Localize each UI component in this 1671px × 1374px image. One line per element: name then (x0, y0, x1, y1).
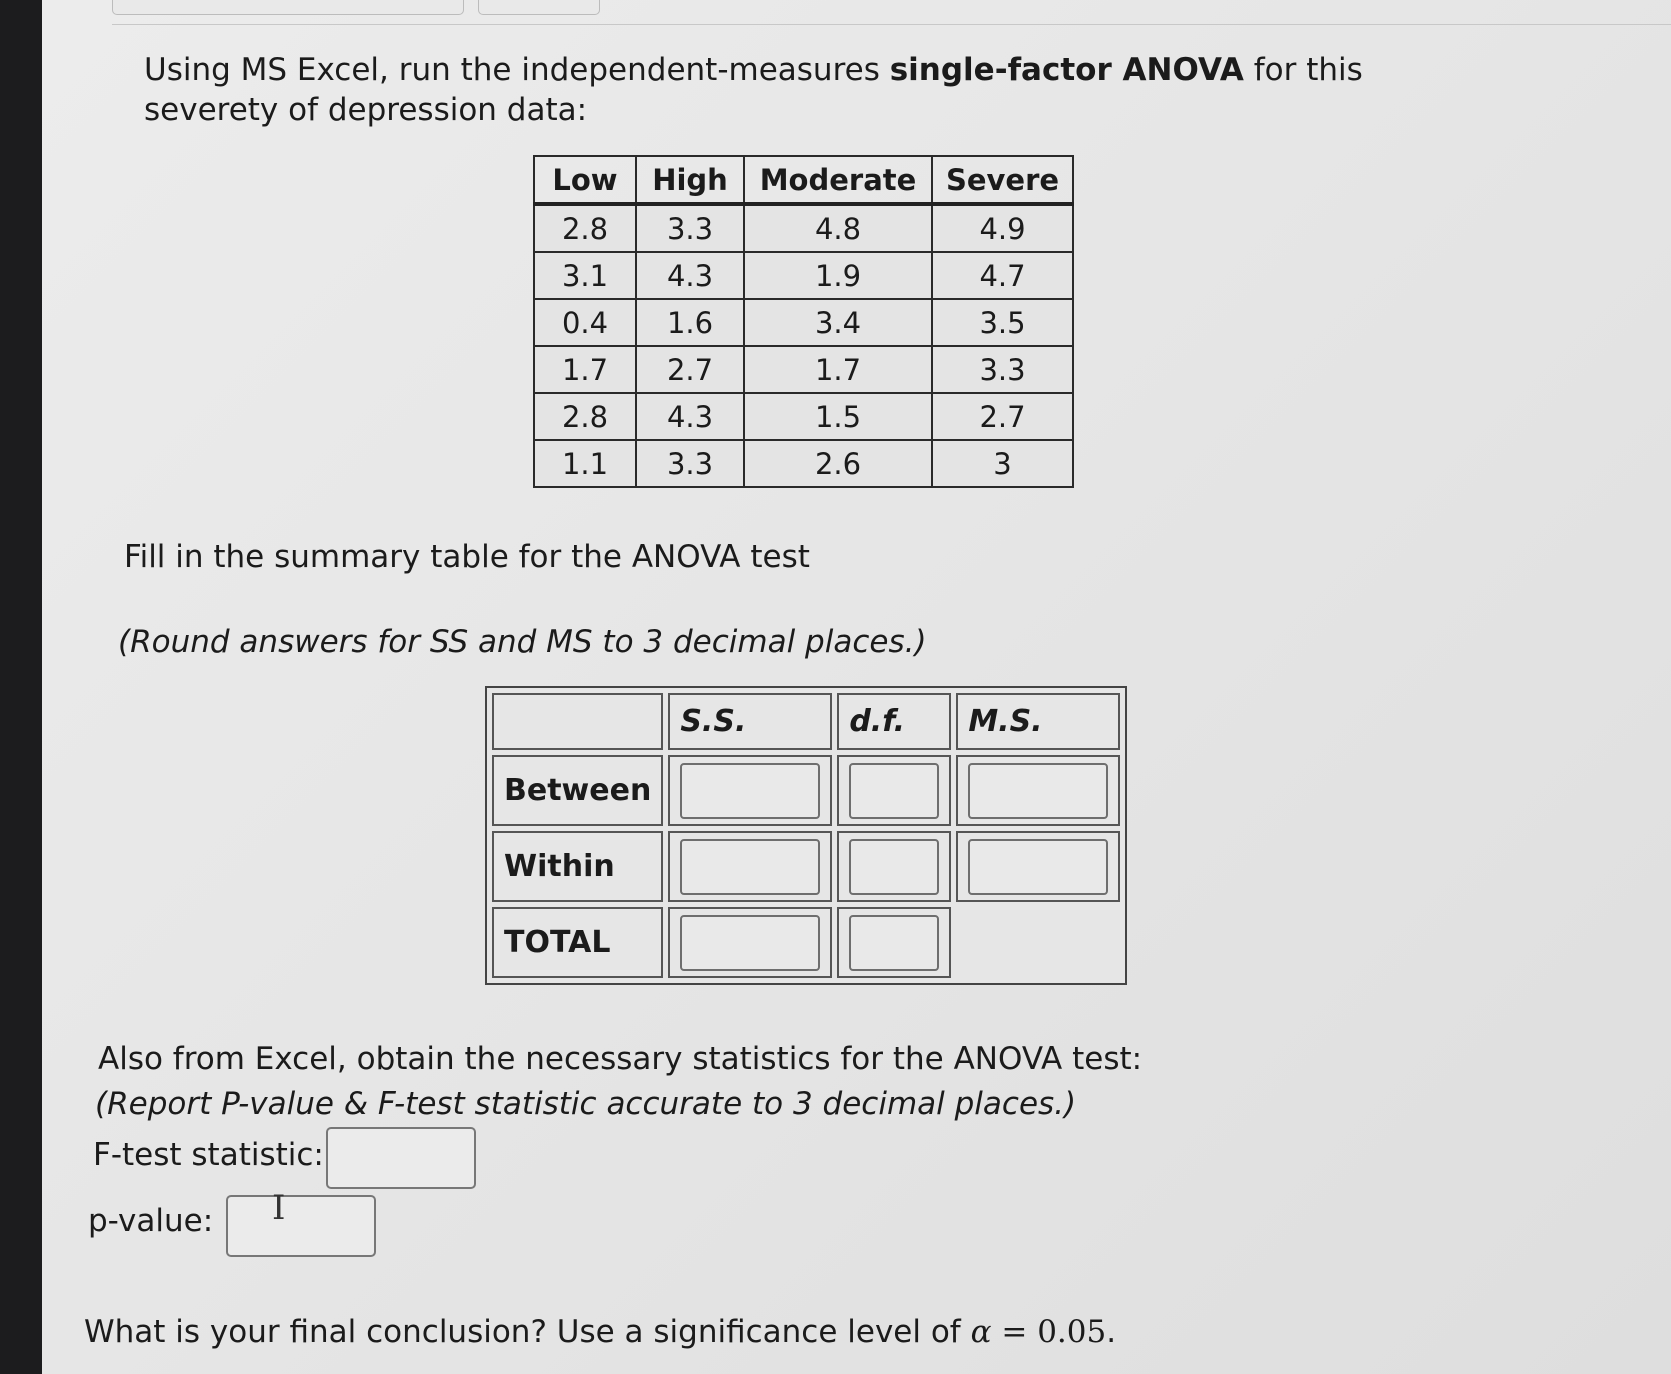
cell: 3.1 (534, 252, 636, 299)
alpha-value: 0.05 (1037, 1314, 1107, 1350)
tab-2[interactable] (478, 0, 600, 15)
cell: 1.6 (636, 299, 744, 346)
conclusion-period: . (1106, 1314, 1117, 1350)
cell: 3.4 (744, 299, 932, 346)
intro-text: Using MS Excel, run the independent-measures (144, 52, 890, 88)
summary-instruction: Fill in the summary table for the ANOVA test (124, 539, 810, 575)
f-statistic-label: F-test statistic: (93, 1137, 324, 1173)
report-note: (Report P-value & F-test statistic accurate to 3 decimal places.) (95, 1086, 1077, 1122)
cell: 4.3 (636, 252, 744, 299)
table-row (534, 299, 1073, 346)
alpha-symbol: α (970, 1314, 992, 1350)
total-ss-cell (668, 907, 832, 978)
table-row (534, 440, 1073, 487)
within-ss-cell (668, 831, 832, 902)
col-high-header: High (636, 156, 744, 204)
depression-data-table (533, 155, 1074, 488)
table-row (534, 393, 1073, 440)
cell: 4.8 (744, 204, 932, 252)
within-ms-cell (956, 831, 1120, 902)
cell: 1.7 (534, 346, 636, 393)
between-ms-cell (956, 755, 1120, 826)
cell: 2.7 (636, 346, 744, 393)
equals-sign: = (991, 1314, 1038, 1350)
conclusion-text: What is your final conclusion? Use a significance level of (84, 1314, 971, 1350)
cell: 1.9 (744, 252, 932, 299)
df-header: d.f. (837, 693, 951, 750)
ss-header: S.S. (668, 693, 832, 750)
summary-header-row (492, 693, 1120, 750)
table-row (534, 346, 1073, 393)
between-df-cell (837, 755, 951, 826)
intro-bold: single-factor ANOVA (889, 52, 1244, 88)
summary-corner-cell (492, 693, 663, 750)
within-label: Within (492, 831, 663, 902)
within-row (492, 831, 1120, 902)
col-severe-header: Severe (932, 156, 1073, 204)
anova-summary-table (485, 686, 1127, 985)
cell: 1.7 (744, 346, 932, 393)
table-row (534, 204, 1073, 252)
within-df-cell (837, 831, 951, 902)
table-row (534, 252, 1073, 299)
statistics-instruction: Also from Excel, obtain the necessary statistics for the ANOVA test: (98, 1041, 1143, 1077)
col-low-header: Low (534, 156, 636, 204)
cell: 2.8 (534, 393, 636, 440)
p-value-input[interactable] (226, 1195, 376, 1257)
between-ss-input[interactable] (680, 763, 820, 819)
between-ss-cell (668, 755, 832, 826)
intro-text-end: for this severety of depression data: (144, 52, 1363, 128)
total-row (492, 907, 1120, 978)
screen (42, 0, 1671, 1374)
between-row (492, 755, 1120, 826)
cell: 4.9 (932, 204, 1073, 252)
total-ss-input[interactable] (680, 915, 820, 971)
rounding-note: (Round answers for SS and MS to 3 decimal places.) (118, 624, 927, 660)
ms-header: M.S. (956, 693, 1120, 750)
data-header-row (534, 156, 1073, 204)
within-ms-input[interactable] (968, 839, 1108, 895)
text-cursor-icon: I (272, 1188, 286, 1228)
conclusion-question (84, 1312, 1116, 1352)
cell: 4.3 (636, 393, 744, 440)
total-label: TOTAL (492, 907, 663, 978)
f-statistic-input[interactable] (326, 1127, 476, 1189)
tab-1[interactable] (112, 0, 464, 15)
cell: 0.4 (534, 299, 636, 346)
total-ms-empty-cell (956, 907, 1120, 978)
cell: 2.8 (534, 204, 636, 252)
between-label: Between (492, 755, 663, 826)
between-ms-input[interactable] (968, 763, 1108, 819)
cell: 2.6 (744, 440, 932, 487)
between-df-input[interactable] (849, 763, 939, 819)
total-df-input[interactable] (849, 915, 939, 971)
within-df-input[interactable] (849, 839, 939, 895)
within-ss-input[interactable] (680, 839, 820, 895)
question-intro (144, 50, 1404, 130)
cell: 3.3 (932, 346, 1073, 393)
total-df-cell (837, 907, 951, 978)
cell: 1.5 (744, 393, 932, 440)
cell: 3.5 (932, 299, 1073, 346)
cell: 2.7 (932, 393, 1073, 440)
col-moderate-header: Moderate (744, 156, 932, 204)
cell: 3 (932, 440, 1073, 487)
cell: 3.3 (636, 204, 744, 252)
top-tab-bar (112, 0, 1671, 25)
p-value-label: p-value: (88, 1203, 214, 1239)
cell: 1.1 (534, 440, 636, 487)
cell: 3.3 (636, 440, 744, 487)
cell: 4.7 (932, 252, 1073, 299)
